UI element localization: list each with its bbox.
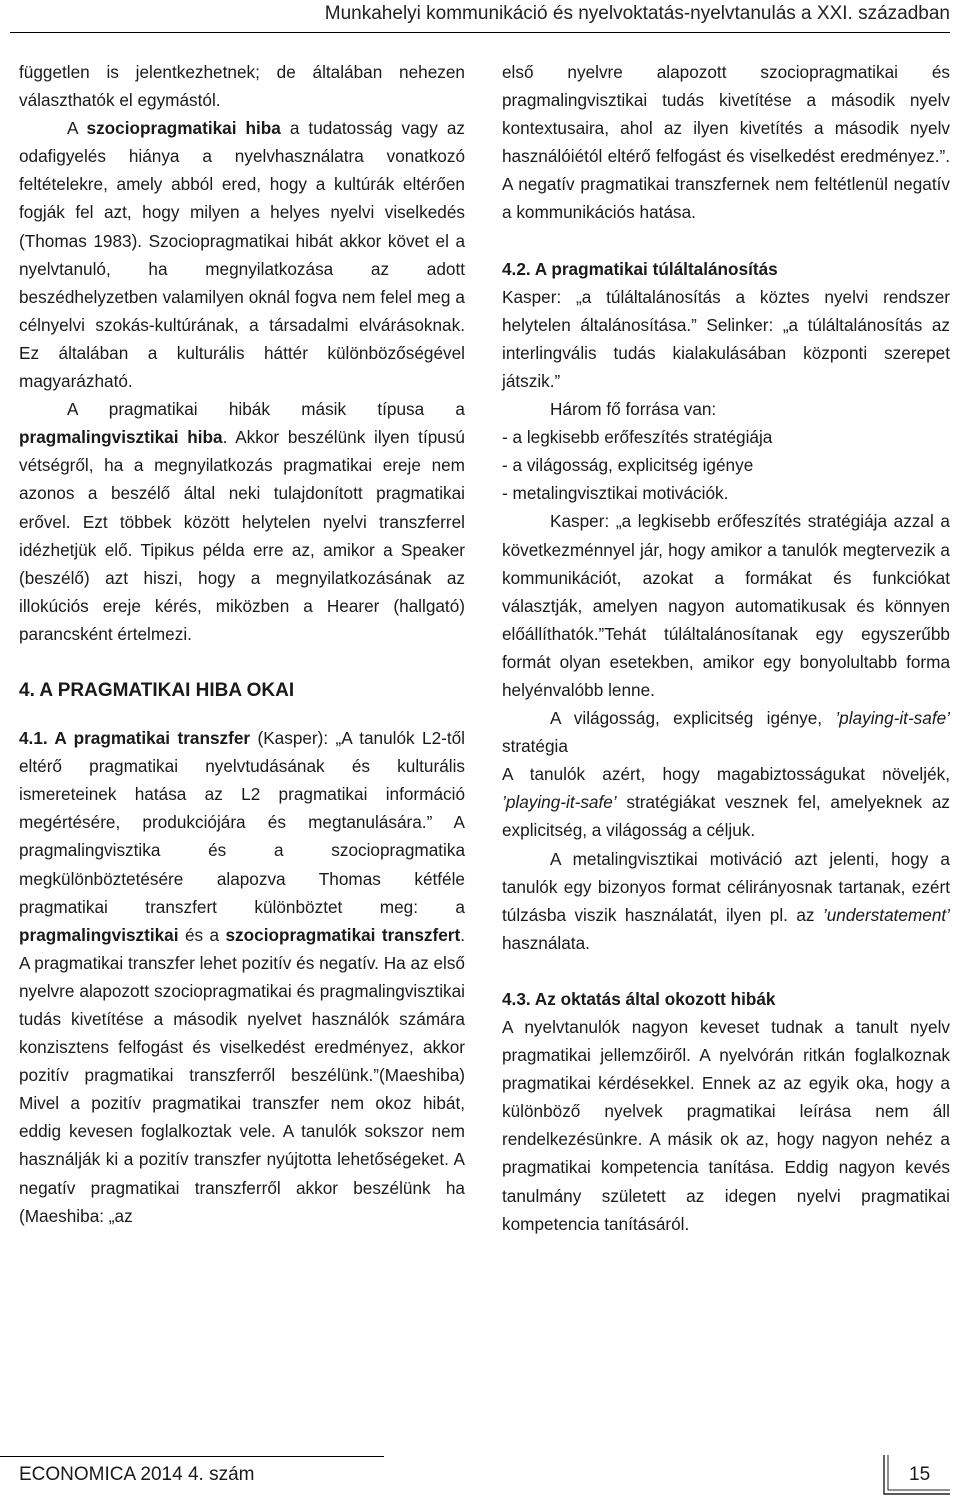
list-item: - metalingvisztikai motivációk. [502, 483, 729, 504]
paragraph: Kasper: „a legkisebb erőfeszítés stratégiája azzal a következménnyel jár, hogy amikor a tanulók megtervezik a kommunikációt, azokat a formákat és funkciókat választják, amelyen nagyon automatikusak és könnyen előállíthatók.”Tehát túláltalánosítanak egy egyszerűbb formát olyan esetekben, amikor egy bonyolultabb forma helyénvalóbb lenne. [502, 511, 950, 700]
left-column [19, 58, 465, 1230]
term-italic: ’playing-it-safe’ [502, 792, 617, 813]
paragraph: A nyelvtanulók nagyon keveset tudnak a tanult nyelv pragmatikai jellemzőiről. A nyelvórán ritkán foglalkoznak pragmatikai kérdésekkel. Ennek az az egyik oka, hogy a különböző nyelvek pragmatikai leírása nem áll rendelkezésünkre. A másik ok az, hogy nagyon nehéz a pragmatikai kompetencia tanítása. Eddig nagyon kevés tanulmány született az idegen nyelvi pragmatikai kompetencia tanításáról. [502, 1017, 950, 1234]
running-header: Munkahelyi kommunikáció és nyelvoktatás-nyelvtanulás a XXI. században [10, 0, 950, 33]
paragraph: A metalingvisztikai motiváció azt jelenti, hogy a tanulók egy bizonyos format célirányosnak tartanak, ezért túlzásba viszik használatát, ilyen pl. az ’understatement’ használata. [502, 848, 950, 953]
term-bold: pragmalingvisztikai hiba [19, 427, 223, 448]
paragraph: Három fő forrása van: [550, 399, 717, 420]
paragraph: Kasper: „a túláltalánosítás a köztes nyelvi rendszer helytelen általánosítása.” Selinker: „a túláltalánosítás az interlingvális tudás kialakulásában központi szerepet játszik.” [502, 286, 950, 391]
subsection-heading: 4.3. Az oktatás által okozott hibák [502, 988, 776, 1009]
footer-rule [0, 1456, 384, 1457]
term-bold: szociopragmatikai hiba [86, 118, 281, 139]
subsection-heading: 4.2. A pragmatikai túláltalánosítás [502, 258, 778, 279]
paragraph: független is jelentkezhetnek; de általában nehezen választhatók el egymástól. [19, 62, 465, 111]
paragraph: első nyelvre alapozott szociopragmatikai és pragmalingvisztikai tudás kivetítése a második nyelv kontextusaira, ahol az ilyen kivetítés a második nyelv használóiétól eltérő felfogást és viselkedést eredményez.”. A negatív pragmatikai transzfernek nem feltétlenül negatív a kommunikációs hatása. [502, 62, 950, 223]
subsection-heading: 4.1. A pragmatikai transzfer [19, 728, 251, 749]
list-item: - a világosság, explicitség igénye [502, 455, 754, 476]
paragraph-pragmatikai-transzfer: 4.1. A pragmatikai transzfer (Kasper): „A tanulók L2-től eltérő pragmatikai nyelvtudásának és kulturális ismereteinek hatása az L2 pragmatikai információ megértésére, produkciójára és megtanulására.” A pragmalingvisztika és a szociopragmatika megkülönböztetésére alapozva Thomas kétféle pragmatikai transzfert különböztet meg: a pragmalingvisztikai és a szociopragmatikai transzfert. A pragmatikai transzfer lehet pozitív és negatív. Ha az első nyelvre alapozott szociopragmatikai és pragmalingvisztikai tudás kivetítése a második nyelvet használók számára konzisztens felfogást és viselkedést eredményez, akkor pozitív pragmatikai transzferről beszélünk.”(Maeshiba) Mivel a pozitív pragmatikai transzfer nem okoz hibát, eddig kevesen foglalkoztak vele. A tanulók sokszor nem használják ki a pozitív transzfer nyújtotta lehetőségeket. A negatív pragmatikai transzferről akkor beszélünk ha (Maeshiba: „az [19, 728, 466, 1226]
right-column [502, 58, 950, 1238]
term-bold: szociopragmatikai transzfert [225, 924, 461, 945]
paragraph-szociopragmatikai-hiba: A szociopragmatikai hiba a tudatosság vagy az odafigyelés hiánya a nyelvhasználatra vonatkozó feltételekre, amely abból ered, hogy a kultúrák eltérően fogják fel azt, hogy milyen a helyes nyelvi viselkedés (Thomas 1983). Szociopragmatikai hibát akkor követ el a nyelvtanuló, ha megnyilatkozása az adott beszédhelyzetben valamilyen oknál fogva nem felel meg a célnyelvi szokás-kultúrának, a társadalmi elvárásoknak. Ez általában a kulturális háttér különbözőségével magyarázható. [19, 118, 465, 392]
list-item: - a legkisebb erőfeszítés stratégiája [502, 427, 773, 448]
footer-journal: ECONOMICA 2014 4. szám [19, 1464, 255, 1485]
paragraph: A tanulók azért, hogy magabiztosságukat növeljék, ’playing-it-safe’ stratégiákat vesznek fel, amelyeknek az explicitség, a világosság a céljuk. [502, 764, 950, 841]
term-bold: pragmalingvisztikai [19, 924, 179, 945]
paragraph: A világosság, explicitség igénye, ’playing-it-safe’ stratégia [502, 708, 950, 757]
section-heading: 4. A PRAGMATIKAI HIBA OKAI [19, 679, 295, 701]
paragraph-pragmalingvisztikai-hiba: A pragmatikai hibák másik típusa a pragmalingvisztikai hiba. Akkor beszélünk ilyen típusú vétségről, ha a megnyilatkozás pragmatikai ereje nem azonos a beszélő által neki tulajdonított pragmatikai erővel. Ezt többek között helytelen nyelvi transzferrel idézhetjük elő. Tipikus példa erre az, amikor a Speaker (beszélő) azt hiszi, hogy a megnyilatkozásának az illokúciós ereje kérés, miközben a Hearer (hallgató) parancsként értelmezi. [19, 399, 465, 644]
term-italic: ’playing-it-safe’ [835, 708, 950, 729]
term-italic: ’understatement’ [822, 904, 950, 925]
page-number: 15 [909, 1464, 931, 1485]
page-number-box [883, 1455, 951, 1495]
